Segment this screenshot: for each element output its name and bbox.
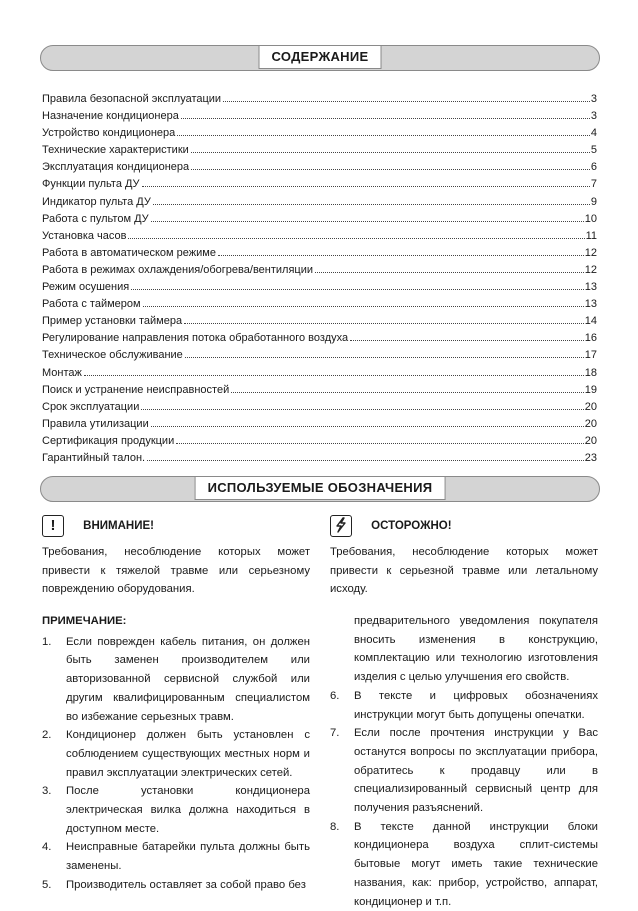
toc-leader — [177, 135, 590, 136]
note-text: Если поврежден кабель питания, он должен быть заменен производителем или авторизованной сервисной службой или другим квалифицированным специалистом во избежание серьезных травм. — [66, 635, 310, 723]
toc-leader — [185, 357, 584, 358]
toc-entry-title: Сертификация продукции — [42, 434, 175, 447]
toc-entry-title: Назначение кондиционера — [42, 110, 179, 123]
toc-entry-page: 13 — [584, 298, 597, 311]
toc-entry — [42, 330, 597, 347]
toc-entry-page: 20 — [584, 434, 597, 447]
toc-entry — [42, 108, 597, 125]
toc-leader — [142, 186, 590, 187]
note-continuation: предварительного уведомления покупателя вносить изменения в конструкцию, комплектацию или технологию изготовления изделия с целью улучшения его свойств. — [354, 615, 598, 684]
toc-entry-title: Работа в автоматическом режиме — [42, 246, 216, 259]
note-text: После установки кондиционера электрическая вилка должна находиться в доступном месте. — [66, 785, 310, 835]
toc-leader — [191, 169, 590, 170]
toc-entry-page: 12 — [584, 263, 597, 276]
toc-entry-page: 20 — [584, 400, 597, 413]
toc-entry-title: Правила утилизации — [42, 417, 149, 430]
toc-entry — [42, 399, 597, 416]
table-of-contents — [42, 91, 597, 467]
toc-entry — [42, 91, 597, 108]
toc-entry-page: 17 — [584, 349, 597, 362]
toc-entry — [42, 296, 597, 313]
notes-heading: ПРИМЕЧАНИЕ: — [42, 615, 127, 627]
note-number: 2. — [42, 729, 52, 742]
toc-entry-page: 10 — [584, 212, 597, 225]
note-number: 4. — [42, 841, 52, 854]
toc-entry-title: Устройство кондиционера — [42, 127, 176, 140]
warning-block — [42, 515, 310, 599]
note-number: 8. — [330, 820, 340, 833]
note-text: Неисправные батарейки пульта должны быть заменены. — [66, 841, 310, 873]
note-item — [330, 687, 598, 724]
note-item — [330, 724, 598, 818]
contents-banner — [40, 45, 600, 71]
note-item — [42, 876, 310, 895]
symbols-title: ИСПОЛЬЗУЕМЫЕ ОБОЗНАЧЕНИЯ — [195, 477, 446, 500]
toc-entry-page: 14 — [584, 315, 597, 328]
note-number: 5. — [42, 878, 52, 891]
toc-entry-title: Срок эксплуатации — [42, 400, 140, 413]
toc-leader — [151, 426, 584, 427]
toc-entry-page: 5 — [590, 144, 597, 157]
toc-entry-title: Технические характеристики — [42, 144, 189, 157]
note-number: 7. — [330, 727, 340, 740]
toc-leader — [218, 255, 584, 256]
toc-entry-title: Техническое обслуживание — [42, 349, 183, 362]
toc-leader — [151, 221, 584, 222]
contents-title: СОДЕРЖАНИЕ — [259, 46, 382, 69]
toc-leader — [315, 272, 584, 273]
toc-entry — [42, 450, 597, 467]
note-item — [42, 838, 310, 875]
lightning-icon — [330, 515, 352, 537]
toc-leader — [143, 306, 584, 307]
toc-entry — [42, 228, 597, 245]
caution-block — [330, 515, 598, 599]
toc-entry-page: 20 — [584, 417, 597, 430]
toc-leader — [131, 289, 584, 290]
toc-entry — [42, 433, 597, 450]
toc-entry-page: 7 — [590, 178, 597, 191]
note-item — [42, 633, 310, 727]
toc-entry-page: 19 — [584, 383, 597, 396]
exclamation-icon: ! — [42, 515, 64, 537]
caution-heading: ОСТОРОЖНО! — [371, 519, 452, 532]
toc-leader — [181, 118, 590, 119]
toc-entry-title: Функции пульта ДУ — [42, 178, 140, 191]
toc-entry — [42, 194, 597, 211]
toc-leader — [184, 323, 584, 324]
warning-text: Требования, несоблюдение которых может привести к тяжелой травме или серьезному повреждению оборудования. — [42, 546, 310, 596]
toc-entry — [42, 279, 597, 296]
note-text: Кондиционер должен быть установлен с соблюдением существующих местных норм и правил эксплуатации электрических сетей. — [66, 729, 310, 779]
toc-entry-page: 16 — [584, 332, 597, 345]
note-item — [42, 782, 310, 838]
toc-entry-page: 11 — [585, 229, 597, 242]
toc-entry-title: Индикатор пульта ДУ — [42, 195, 151, 208]
toc-entry — [42, 159, 597, 176]
toc-entry — [42, 176, 597, 193]
toc-entry-title: Правила безопасной эксплуатации — [42, 93, 222, 105]
toc-entry-page: 4 — [590, 127, 597, 140]
toc-entry-page: 3 — [590, 110, 597, 123]
toc-leader — [350, 340, 584, 341]
toc-entry — [42, 262, 597, 279]
toc-entry-page: 23 — [584, 451, 597, 464]
toc-entry-page: 12 — [584, 246, 597, 259]
toc-entry-title: Поиск и устранение неисправностей — [42, 383, 230, 396]
toc-entry — [42, 211, 597, 228]
note-text: В тексте данной инструкции блоки кондиционера воздуха сплит-системы бытовые могут иметь такие технические названия, как: прибор, устройство, аппарат, кондиционер и т.п. — [354, 820, 598, 908]
note-number: 1. — [42, 635, 52, 648]
toc-leader — [176, 443, 584, 444]
toc-entry-title: Установка часов — [42, 229, 127, 242]
notes-left-column — [42, 612, 310, 895]
note-text: В тексте и цифровых обозначениях инструкции могут быть допущены опечатки. — [354, 689, 598, 721]
toc-entry — [42, 365, 597, 382]
toc-leader — [84, 375, 584, 376]
toc-entry-page: 6 — [590, 161, 597, 174]
note-text: Если после прочтения инструкции у Вас остaнутся вопросы по эксплуатации прибора, обратитесь к продавцу или в специализированный сервисный центр для получения разъяснений. — [354, 727, 598, 815]
toc-entry-title: Работа в режимах охлаждения/обогрева/вентиляции — [42, 263, 313, 276]
toc-entry-title: Регулирование направления потока обработанного воздуха — [42, 332, 349, 345]
note-item — [42, 726, 310, 782]
toc-entry-title: Монтаж — [42, 366, 82, 379]
toc-entry — [42, 125, 597, 142]
note-item — [330, 818, 598, 911]
symbols-banner — [40, 476, 600, 502]
toc-entry-page: 9 — [590, 195, 597, 208]
toc-entry — [42, 142, 597, 159]
toc-leader — [223, 101, 590, 102]
caution-text: Требования, несоблюдение которых может привести к серьезной травме или летальному исходу. — [330, 546, 598, 596]
toc-entry-title: Работа с таймером — [42, 298, 141, 311]
toc-leader — [141, 409, 583, 410]
notes-right-column — [330, 612, 598, 911]
toc-entry-title: Пример установки таймера — [42, 315, 183, 328]
toc-entry-page: 18 — [584, 366, 597, 379]
toc-leader — [153, 204, 590, 205]
toc-entry-title: Гарантийный талон. — [42, 451, 146, 464]
toc-entry — [42, 245, 597, 262]
toc-leader — [191, 152, 590, 153]
toc-entry — [42, 347, 597, 364]
note-number: 6. — [330, 689, 340, 702]
warning-heading: ВНИМАНИЕ! — [83, 519, 154, 532]
toc-entry-page: 13 — [584, 281, 597, 294]
toc-entry-title: Эксплуатация кондиционера — [42, 161, 190, 174]
toc-entry-page: 3 — [590, 93, 597, 105]
toc-entry — [42, 382, 597, 399]
toc-entry — [42, 313, 597, 330]
toc-entry-title: Режим осушения — [42, 281, 130, 294]
toc-leader — [231, 392, 584, 393]
note-text: Производитель оставляет за собой право без — [66, 878, 306, 891]
toc-leader — [128, 238, 584, 239]
toc-entry — [42, 416, 597, 433]
toc-entry-title: Работа с пультом ДУ — [42, 212, 149, 225]
note-number: 3. — [42, 785, 52, 798]
toc-leader — [147, 460, 584, 461]
